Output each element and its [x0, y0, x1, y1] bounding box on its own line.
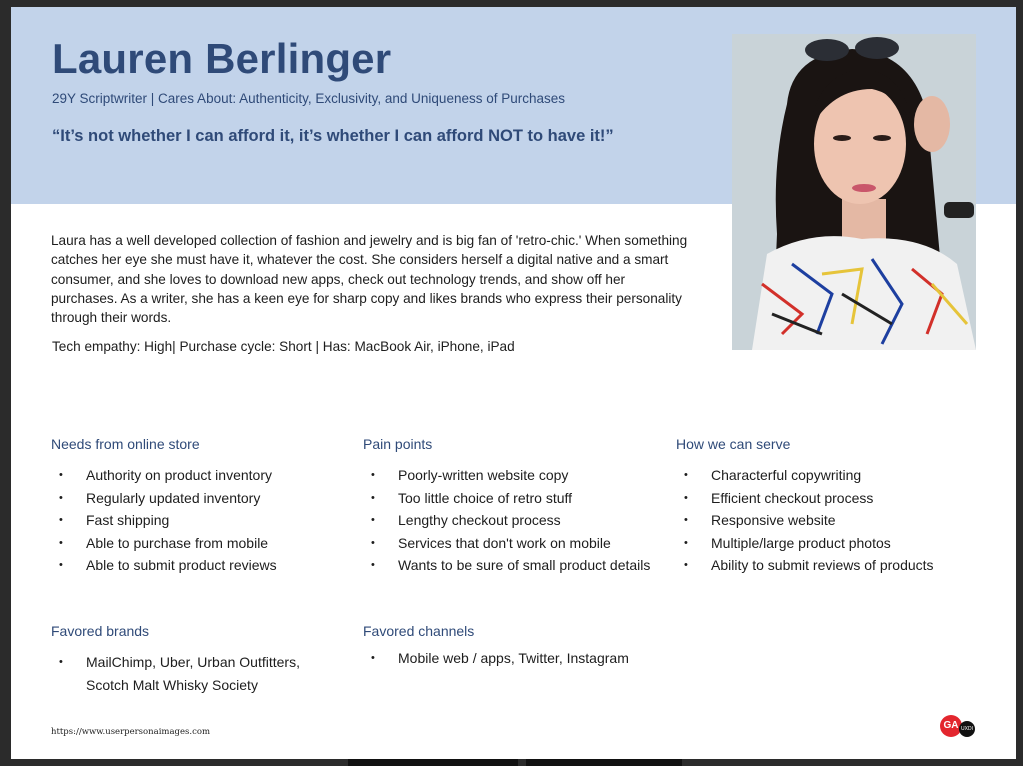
brands-list: [51, 651, 326, 696]
serve-title: How we can serve: [676, 436, 791, 452]
persona-name: Lauren Berlinger: [52, 35, 392, 82]
list-item: • Efficient checkout process: [676, 487, 934, 510]
list-item: • Poorly-written website copy: [363, 464, 650, 487]
list-item: • Services that don't work on mobile: [363, 532, 650, 555]
persona-photo: [732, 34, 976, 350]
list-item: • Wants to be sure of small product details: [363, 554, 650, 577]
logo-ga-text: GA: [940, 715, 962, 737]
pain-list: [363, 464, 650, 577]
list-item: • Able to purchase from mobile: [51, 532, 277, 555]
window-bottom-tab: [526, 759, 682, 766]
list-item: • Multiple/large product photos: [676, 532, 934, 555]
list-item: • Able to submit product reviews: [51, 554, 277, 577]
pain-title: Pain points: [363, 436, 433, 452]
logo-uxdi-text: UXDI: [959, 721, 975, 737]
needs-list: [51, 464, 277, 577]
persona-quote: “It’s not whether I can afford it, it’s whether I can afford NOT to have it!”: [52, 127, 614, 145]
channels-title: Favored channels: [363, 623, 475, 639]
list-item: • Fast shipping: [51, 509, 277, 532]
source-url: https://www.userpersonaimages.com: [51, 727, 211, 737]
channels-list: [363, 647, 629, 670]
persona-subtitle: 29Y Scriptwriter | Cares About: Authenticity, Exclusivity, and Uniqueness of Purchases: [52, 91, 566, 106]
list-item: • Mobile web / apps, Twitter, Instagram: [363, 647, 629, 670]
persona-page: [11, 7, 1016, 759]
ga-logo: [940, 715, 976, 739]
list-item: • Authority on product inventory: [51, 464, 277, 487]
needs-title: Needs from online store: [51, 436, 200, 452]
list-item: • MailChimp, Uber, Urban Outfitters, Scotch Malt Whisky Society: [51, 651, 326, 696]
brands-title: Favored brands: [51, 623, 150, 639]
tech-summary: Tech empathy: High| Purchase cycle: Short | Has: MacBook Air, iPhone, iPad: [52, 339, 515, 354]
persona-bio: Laura has a well developed collection of fashion and jewelry and is big fan of 'retro-chic.' When something catches her eye she must have it, whatever the cost. She considers herself a digital native and a smart consumer, and she loves to download new apps, check out technology trends, and show off her purchases. As a writer, she has a keen eye for sharp copy and likes brands who express their personality through their words.: [51, 233, 688, 326]
serve-list: [676, 464, 934, 577]
list-item: • Characterful copywriting: [676, 464, 934, 487]
list-item: • Too little choice of retro stuff: [363, 487, 650, 510]
list-item: • Regularly updated inventory: [51, 487, 277, 510]
list-item: • Lengthy checkout process: [363, 509, 650, 532]
window-bottom-tab: [348, 759, 518, 766]
list-item: • Responsive website: [676, 509, 934, 532]
list-item: • Ability to submit reviews of products: [676, 554, 934, 577]
